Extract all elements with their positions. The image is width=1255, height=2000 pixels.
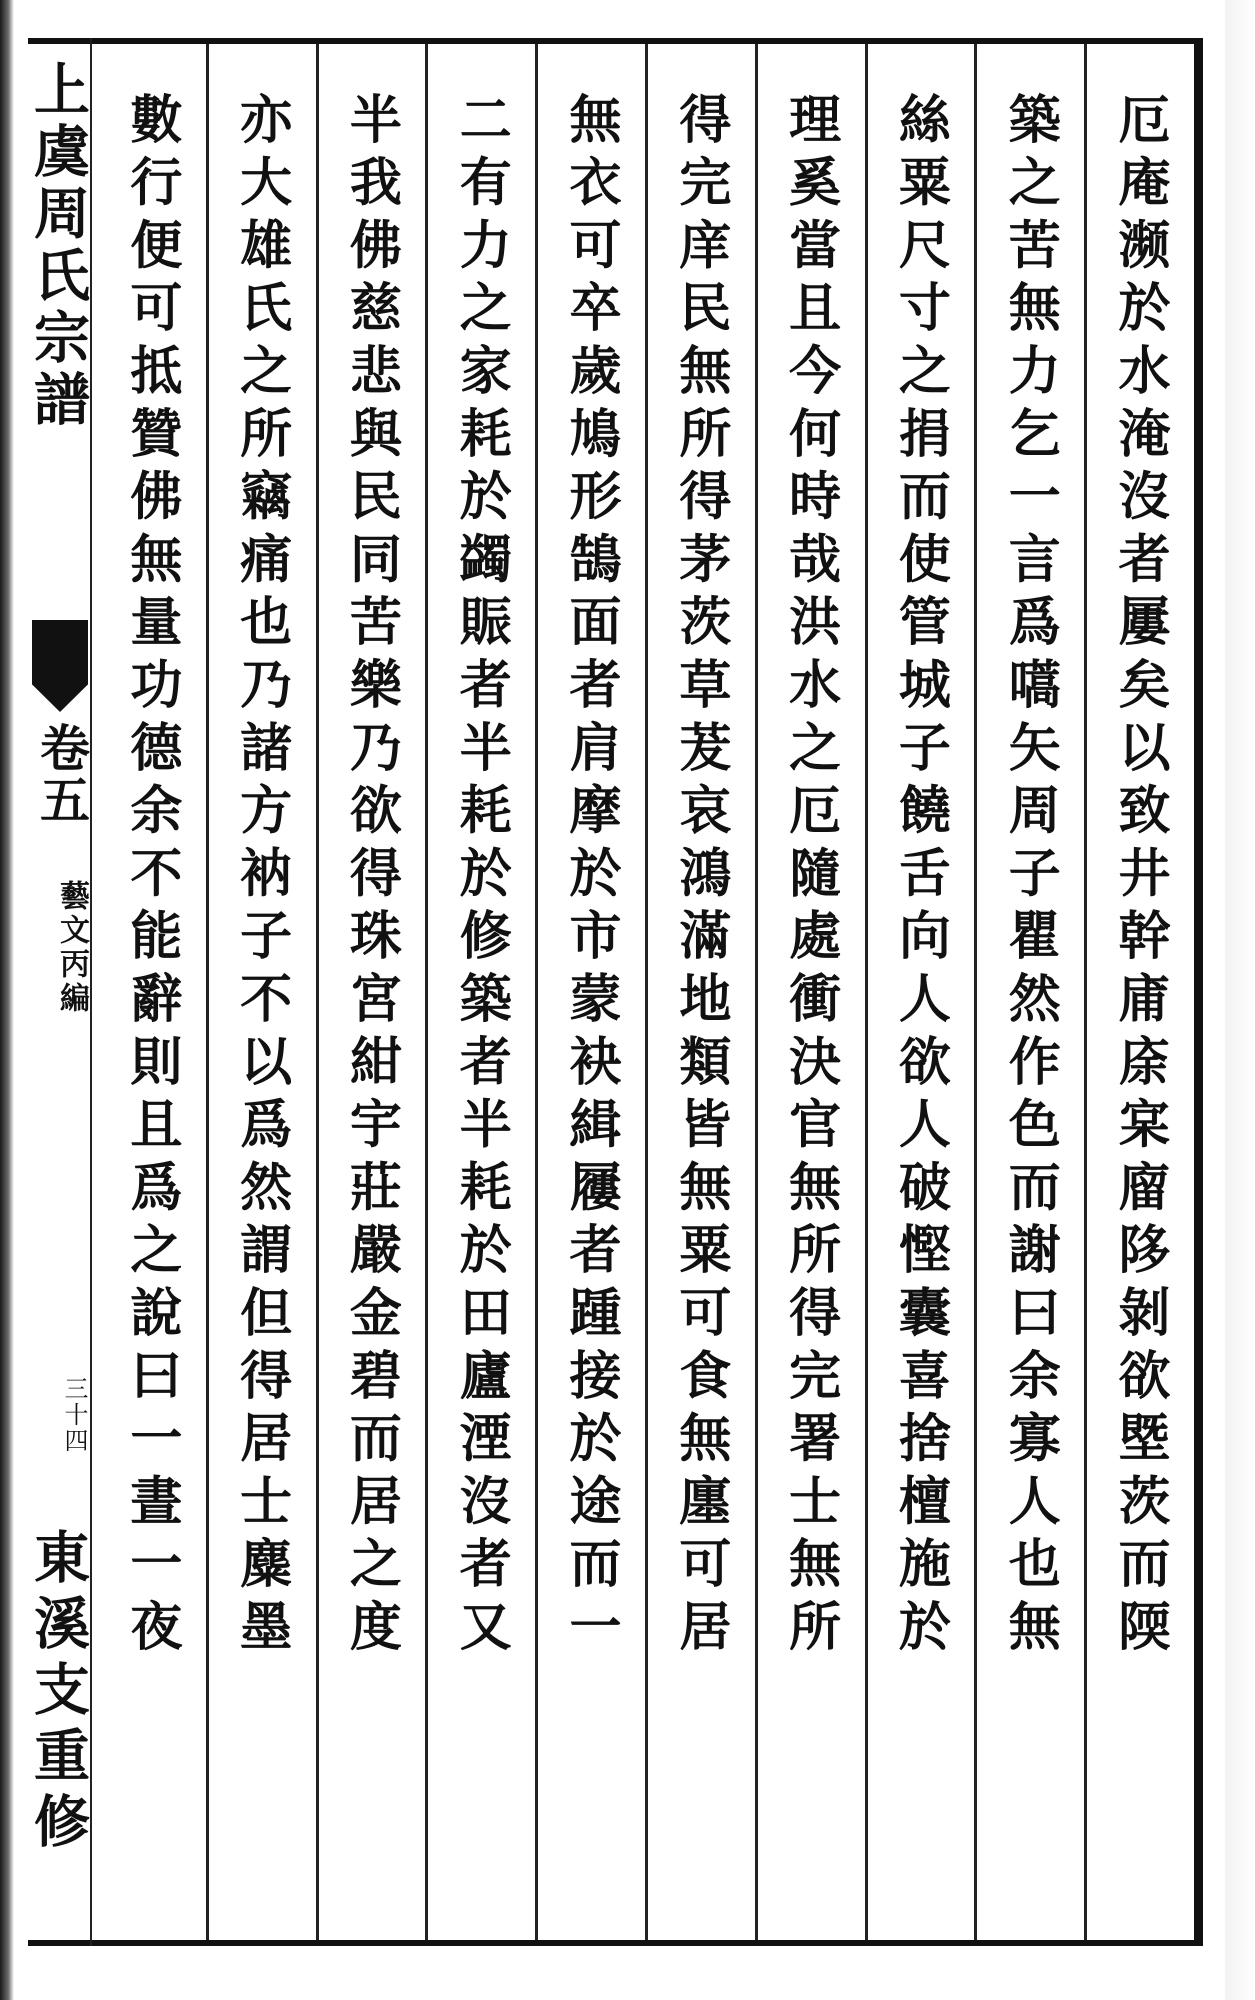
text-column-7: 二有力之家耗於蠲賑者半耗於修築者半耗於田廬湮沒者又: [425, 44, 535, 1940]
text-column-4: 理奚當且今何時哉洪水之厄隨處衝決官無所得完署士無所: [755, 44, 865, 1940]
fish-tail-mark: [32, 620, 88, 712]
book-title: 上虞周氏宗譜: [25, 60, 91, 432]
text-body: [96, 44, 1194, 1940]
volume-number: 卷五: [32, 722, 91, 826]
text-column-10: 數行便可抵贊佛無量功德余不能辭則且爲之說曰一晝一夜: [120, 92, 182, 1662]
page-number: 三十四: [60, 1376, 88, 1454]
text-column-1: 厄庵濒於水淹沒者屢矣以致井幹庯庩宲廇陊剝欲塈茨而陾: [1084, 44, 1194, 1940]
scan-right-edge: [1225, 0, 1255, 2000]
scan-left-edge: [0, 0, 14, 2000]
text-column-6: 無衣可卒歲鳩形鵠面者肩摩於市蒙袂緝屨者踵接於途而一: [535, 44, 645, 1940]
text-column-3: 絲粟尺寸之捐而使管城子饒舌向人欲人破慳囊喜捨檀施於: [865, 44, 975, 1940]
text-column-2: 築之苦無力乞一言爲嚆矢周子瞿然作色而謝曰余寡人也無: [974, 44, 1084, 1940]
text-column-5: 得完庠民無所得茅茨草茇哀鴻滿地類皆無粟可食無廛可居: [645, 44, 755, 1940]
section-label: 藝文丙編: [54, 880, 89, 1016]
spine-column: [25, 38, 92, 1946]
text-column-8: 半我佛慈悲與民同苦樂乃欲得珠宮紺宇莊嚴金碧而居之度: [316, 44, 426, 1940]
text-column-9: 亦大雄氏之所竊痛也乃諸方衲子不以爲然謂但得居士麋墨: [206, 44, 316, 1940]
edition-label: 東溪支重修: [25, 1528, 91, 1858]
